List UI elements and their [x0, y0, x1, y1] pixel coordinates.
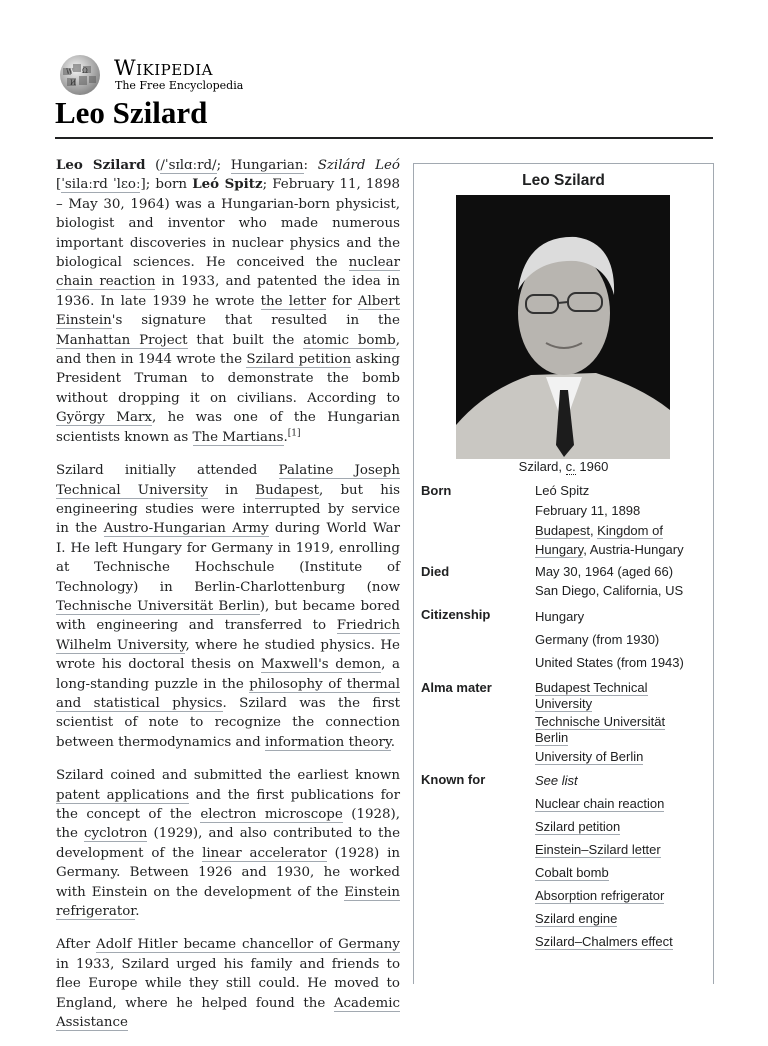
link-budapest[interactable]: Budapest — [255, 482, 320, 498]
link-nuclear-chain-reaction[interactable]: nuclear chain reaction — [56, 255, 400, 290]
link-tu-berlin-infobox[interactable]: Technische Universität — [535, 714, 666, 729]
link-university-of-berlin[interactable]: University of Berlin — [535, 749, 644, 764]
link-friedrich-wilhelm-university[interactable]: Friedrich Wilhelm University — [56, 618, 400, 653]
portrait-caption: Szilard, c. 1960 — [518, 459, 609, 474]
link-maxwells-demon[interactable]: Maxwell's demon — [260, 657, 382, 673]
link-tu-berlin[interactable]: Technische Universität Berlin — [56, 598, 260, 614]
link-philosophy-of-physics[interactable]: philosophy of thermal and statistical physics — [56, 676, 400, 711]
citizenship-label: Citizenship — [421, 607, 491, 622]
citizenship-value: Hungary Germany (from 1930) United States (from 1943) — [535, 609, 684, 670]
link-linear-accelerator[interactable]: linear accelerator — [202, 845, 327, 861]
paragraph-education: Szilard initially attended Palatine Joseph Technical University in Budapest, but his engineering studies were interrupted by service in the Austro-Hungarian Army during World War I. He left Hungary for Germany in 1919, enrolling at Technische Hochschule (Institute of Technology) in Berlin-Charlottenburg (now Technische Universität Berlin), but became bored with engineering and transferred to Friedrich Wilhelm University, where he studied physics. He wrote his doctoral thesis on Maxwell's demon, a long-standing puzzle in the philosophy of thermal and statistical physics. Szilard was the first scientist of note to recognize the connection between thermodynamics and information theory. — [56, 463, 401, 750]
link-the-martians[interactable]: The Martians — [192, 429, 284, 445]
reference-1[interactable]: [1] — [287, 428, 301, 439]
link-kingdom-of-hungary[interactable]: Kingdom of — [597, 523, 663, 538]
link-szilard-petition[interactable]: Szilard petition — [246, 352, 352, 368]
infobox — [413, 163, 714, 984]
link-gyorgy-marx[interactable]: György Marx — [56, 410, 152, 426]
link-known-szilard-chalmers-effect[interactable]: Szilard–Chalmers effect — [535, 934, 673, 949]
link-academic-assistance[interactable]: Academic Assistance — [56, 995, 400, 1031]
link-born-budapest[interactable]: Budapest — [535, 523, 590, 538]
alma-mater-value — [535, 680, 707, 765]
page-title: Leo Szilard — [55, 95, 208, 130]
link-known-cobalt-bomb[interactable]: Cobalt bomb — [535, 865, 609, 880]
title-divider — [55, 137, 713, 139]
link-known-einstein-szilard-letter[interactable]: Einstein–Szilard letter — [535, 842, 661, 857]
link-hungarian[interactable]: Hungarian — [230, 158, 304, 173]
link-budapest-technical-university[interactable]: Budapest Technical — [535, 680, 648, 695]
link-ipa-english[interactable]: /ˈsɪlɑːrd/ — [160, 158, 217, 173]
link-cyclotron[interactable]: cyclotron — [84, 826, 148, 842]
wikipedia-tagline: The Free Encyclopedia — [115, 79, 244, 92]
link-electron-microscope[interactable]: electron microscope — [200, 807, 343, 822]
link-known-szilard-engine[interactable]: Szilard engine — [535, 911, 618, 926]
article-body — [56, 156, 400, 1046]
link-information-theory[interactable]: information theory — [264, 734, 391, 750]
known-for-label: Known for — [421, 772, 486, 787]
born-value: Leó Spitz February 11, 1898 Budapest, Kingdom of Hungary, Austria-Hungary — [535, 483, 684, 557]
link-the-letter[interactable]: the letter — [260, 293, 327, 309]
link-austro-hungarian-army[interactable]: Austro-Hungarian Army — [103, 521, 269, 537]
link-known-szilard-petition[interactable]: Szilard petition — [535, 819, 621, 834]
svg-text:Ω: Ω — [82, 67, 88, 75]
link-manhattan-project[interactable]: Manhattan Project — [56, 332, 188, 348]
link-tu-berlin-infobox-2[interactable]: Berlin — [535, 730, 569, 745]
birth-name: Leó Spitz — [192, 176, 263, 193]
paragraph-emigration: After Adolf Hitler became chancellor of Germany in 1933, Szilard urged his family and friends to flee Europe while they still could. He moved to England, where he helped found the Academic Assistance — [56, 937, 400, 1031]
link-known-absorption-refrigerator[interactable]: Absorption refrigerator — [535, 888, 665, 903]
paragraph-inventions: Szilard coined and submitted the earliest known patent applications and the first publications for the concept of the electron microscope (1928), the cyclotron (1929), and also contributed to the development of the linear accelerator (1928) in Germany. Between 1926 and 1930, he worked with Einstein on the development of the Einstein refrigerator. — [56, 768, 400, 920]
svg-text:W: W — [66, 68, 74, 76]
link-einstein-refrigerator[interactable]: Einstein refrigerator — [56, 884, 400, 920]
known-for-value: See list Nuclear chain reaction Szilard petition Einstein–Szilard letter Cobalt bomb Absorption refrigerator Szilard engine Szilard–Chalmers effect — [535, 773, 673, 949]
link-known-nuclear-chain-reaction[interactable]: Nuclear chain reaction — [535, 796, 665, 811]
link-palatine-joseph-university[interactable]: Palatine Joseph Technical University — [56, 463, 400, 498]
died-label: Died — [421, 564, 450, 579]
portrait-photo[interactable] — [456, 195, 670, 459]
site-header — [55, 54, 355, 96]
link-hitler-chancellor[interactable]: Adolf Hitler became chancellor of Germany — [96, 937, 400, 953]
link-ipa-hungarian[interactable]: ˈsilaːrd ˈlɛoː — [61, 177, 141, 193]
subject-name: Leo Szilard — [56, 157, 146, 173]
wikipedia-wordmark[interactable]: Wikipedia — [114, 56, 213, 80]
infobox-title: Leo Szilard — [522, 172, 605, 189]
born-label: Born — [421, 483, 452, 498]
link-patent-applications[interactable]: patent applications — [56, 787, 190, 803]
link-atomic-bomb[interactable]: atomic bomb — [303, 332, 396, 348]
alma-mater-label: Alma mater — [421, 680, 492, 695]
died-value: May 30, 1964 (aged 66) San Diego, California, US — [535, 564, 684, 598]
link-albert-einstein[interactable]: Albert Einstein — [56, 293, 401, 329]
link-kingdom-of-hungary-2[interactable]: Hungary — [535, 542, 584, 557]
circa-abbr[interactable]: c. — [565, 459, 576, 474]
wikipedia-globe-icon[interactable] — [55, 54, 105, 96]
link-budapest-technical-university-2[interactable]: University — [535, 696, 593, 711]
paragraph-intro: Leo Szilard (/ˈsɪlɑːrd/; Hungarian: Szilárd Leó [ˈsilaːrd ˈlɛoː]; born Leó Spitz; February 11, 1898 – May 30, 1964) was a Hungarian-born physicist, biologist and inventor who made numerous important discoveries in nuclear physics and the biological sciences. He conceived the nuclear chain reaction in 1933, and patented the idea in 1936. In late 1939 he wrote the letter for Albert Einstein's signature that resulted in the Manhattan Project that built the atomic bomb, and then in 1944 wrote the Szilard petition asking President Truman to demonstrate the bomb without dropping it on civilians. According to György Marx, he was one of the Hungarian scientists known as The Martians.[1] — [56, 157, 401, 445]
svg-text:И: И — [70, 79, 77, 87]
